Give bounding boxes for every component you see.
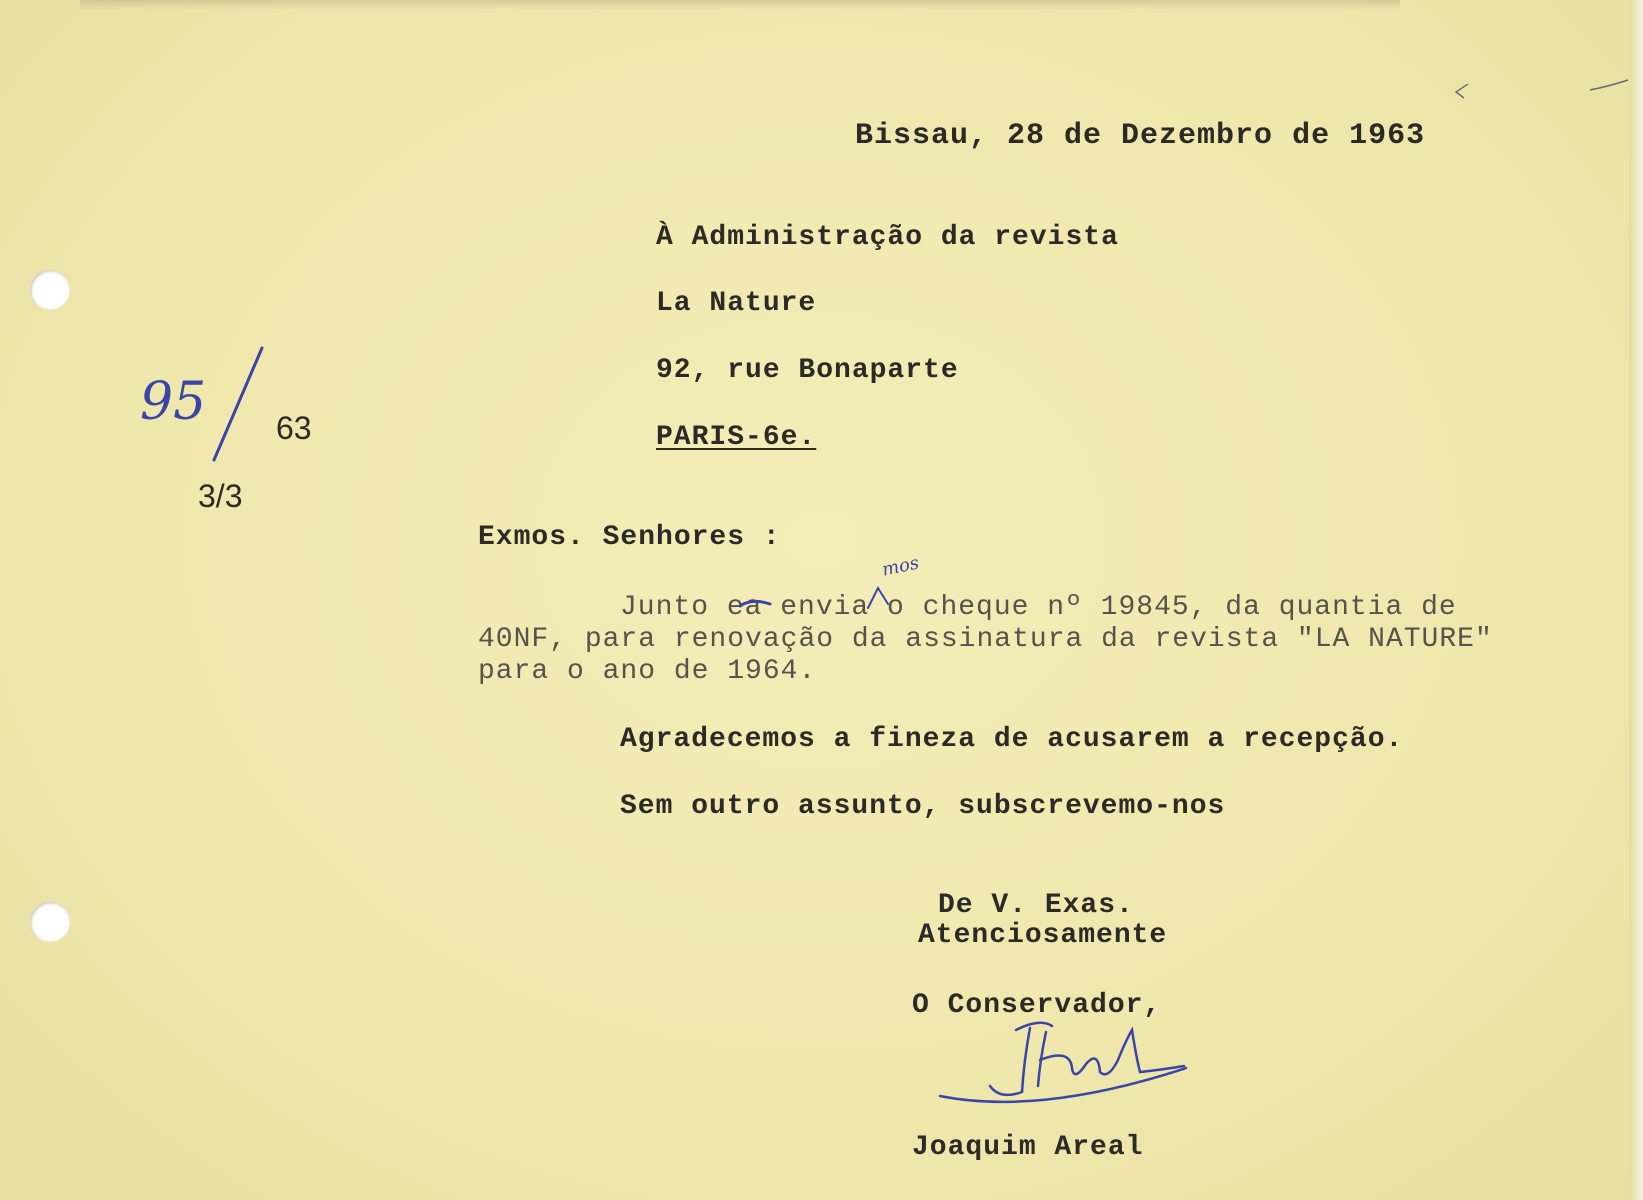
corner-pen-mark-2 bbox=[1456, 84, 1468, 98]
sign-off-line-2: Atenciosamente bbox=[918, 920, 1168, 951]
body-line-1: Junto ea envia o cheque nº 19845, da quantia de bbox=[620, 592, 1457, 623]
top-bleed-shadow bbox=[80, 0, 1400, 10]
body-line-3: para o ano de 1964. bbox=[478, 656, 817, 687]
corner-pen-mark bbox=[1590, 80, 1628, 90]
recipient-line-1: À Administração da revista bbox=[656, 222, 1119, 253]
reference-slash bbox=[214, 348, 262, 460]
reference-fraction: 3/3 bbox=[198, 478, 243, 514]
salutation: Exmos. Senhores : bbox=[478, 522, 781, 553]
closing-line: Sem outro assunto, subscrevemo-nos bbox=[620, 791, 1226, 822]
recipient-line-2: La Nature bbox=[656, 288, 817, 319]
handwritten-insertion: mos bbox=[880, 552, 921, 581]
punch-hole-top bbox=[30, 270, 70, 310]
reference-typed-number: 63 bbox=[276, 410, 312, 446]
date-line: Bissau, 28 de Dezembro de 1963 bbox=[855, 119, 1426, 153]
signatory-name: Joaquim Areal bbox=[912, 1132, 1144, 1163]
sign-off-line-1: De V. Exas. bbox=[938, 890, 1134, 921]
recipient-line-4: PARIS-6e. bbox=[656, 422, 817, 453]
paper-right-edge bbox=[1629, 0, 1643, 1200]
punch-hole-bottom bbox=[30, 902, 70, 942]
recipient-line-3: 92, rue Bonaparte bbox=[656, 355, 959, 386]
body-line-2: 40NF, para renovação da assinatura da revista "LA NATURE" bbox=[478, 624, 1493, 655]
sign-off-title: O Conservador, bbox=[912, 990, 1162, 1021]
reference-handwritten-number: 95 bbox=[140, 372, 207, 432]
thanks-line: Agradecemos a fineza de acusarem a recepção. bbox=[620, 724, 1404, 755]
signature-mark bbox=[940, 1023, 1186, 1102]
